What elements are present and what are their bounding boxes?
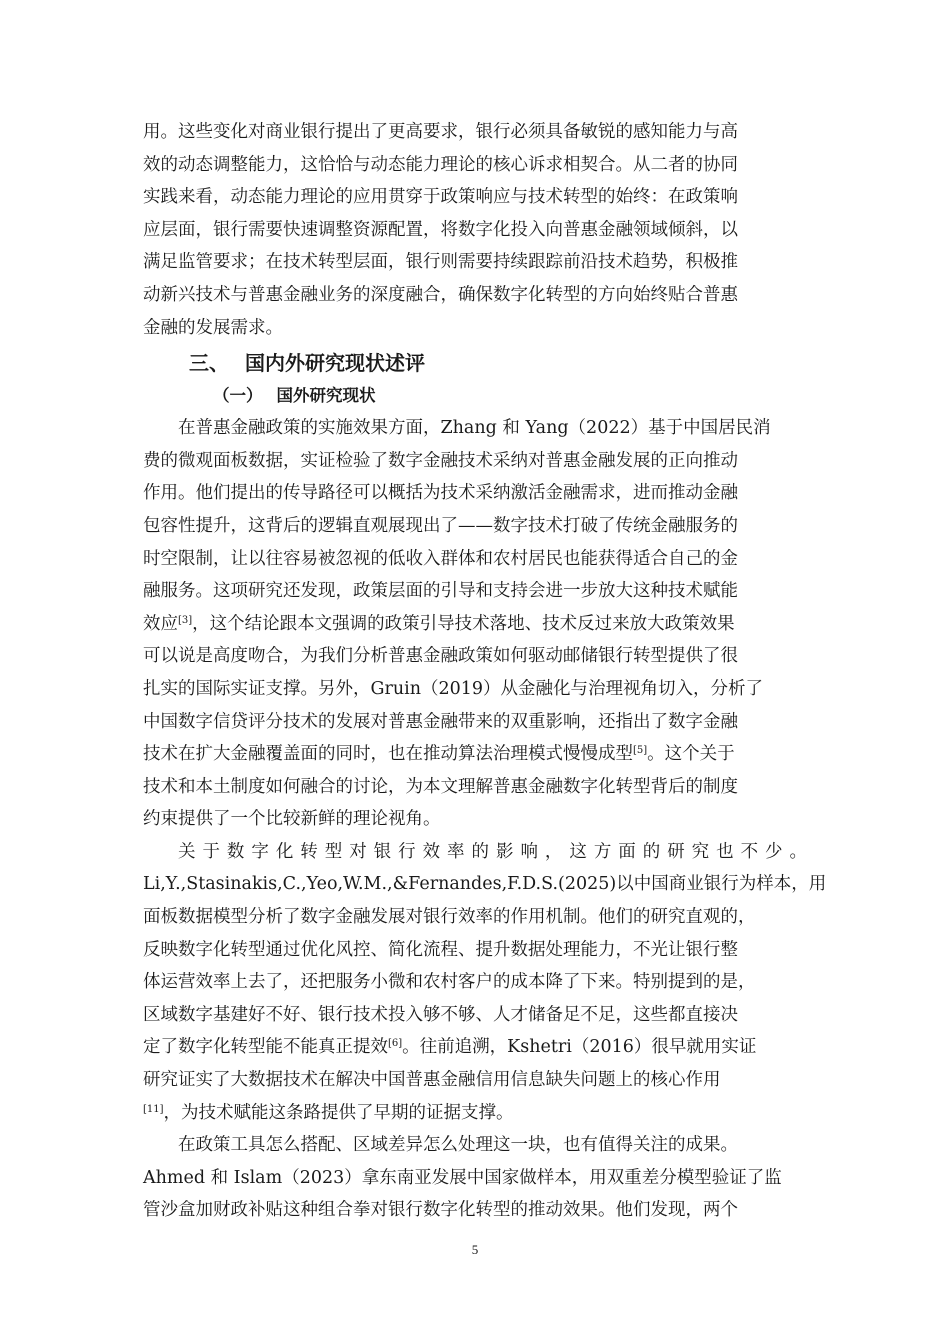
page-body: [143, 116, 827, 1227]
body-paragraph-3: [143, 1129, 807, 1227]
section-number: 三、: [189, 351, 229, 376]
text-line: 效的动态调整能力，这恰恰与动态能力理论的核心诉求相契合。从二者的协同: [143, 154, 738, 175]
text-line: 在普惠金融政策的实施效果方面，Zhang 和 Yang（2022）基于中国居民消: [178, 418, 771, 439]
text-line: 区域数字基建好不好、银行技术投入够不够、人才储备足不足，这些都直接决: [143, 1004, 738, 1025]
text-line: [143, 1097, 807, 1130]
text-line: 应层面，银行需要快速调整资源配置，将数字化投入向普惠金融领域倾斜，以: [143, 219, 738, 240]
text-line: 体运营效率上去了，还把服务小微和农村客户的成本降了下来。特别提到的是，: [143, 972, 756, 993]
text-line: Li,Y.,Stasinakis,C.,Yeo,W.M.,&Fernandes,F.D.S.(2025)以中国商业银行为样本，用: [143, 874, 827, 895]
text-line: 用。这些变化对商业银行提出了更高要求，银行必须具备敏锐的感知能力与高: [143, 122, 738, 142]
text-line: 可以说是高度吻合，为我们分析普惠金融政策如何驱动邮储银行转型提供了很: [143, 646, 738, 667]
text-line: 包容性提升，这背后的逻辑直观展现出了——数字技术打破了传统金融服务的: [143, 515, 738, 536]
text-line: 关于数字化转型对银行效率的影响，这方面的研究也不少。: [178, 841, 807, 862]
body-paragraph-1: [143, 412, 807, 836]
citation-ref: [3]: [178, 614, 193, 626]
text-segment: 。这个关于: [647, 744, 735, 765]
text-line: 研究证实了大数据技术在解决中国普惠金融信用信息缺失问题上的核心作用: [143, 1070, 721, 1091]
text-line: 动新兴技术与普惠金融业务的深度融合，确保数字化转型的方向始终贴合普惠: [143, 284, 738, 305]
text-segment: ，为技术赋能这条路提供了早期的证据支撑。: [163, 1102, 514, 1123]
citation-ref: [5]: [633, 745, 648, 757]
text-line: 扎实的国际实证支撑。另外，Gruin（2019）从金融化与治理视角切入，分析了: [143, 678, 764, 699]
text-line: [143, 738, 807, 771]
text-segment: 。往前追溯，Kshetri（2016）很早就用实证: [402, 1037, 757, 1058]
text-line: 中国数字信贷评分技术的发展对普惠金融带来的双重影响，还指出了数字金融: [143, 711, 738, 732]
text-segment: 技术在扩大金融覆盖面的同时，也在推动算法治理模式慢慢成型: [143, 744, 633, 765]
text-line: 融服务。这项研究还发现，政策层面的引导和支持会进一步放大这种技术赋能: [143, 581, 738, 602]
subsection-heading: [143, 380, 807, 412]
text-line: 费的微观面板数据，实证检验了数字金融技术采纳对普惠金融发展的正向推动: [143, 450, 738, 471]
text-line: 技术和本土制度如何融合的讨论，为本文理解普惠金融数字化转型背后的制度: [143, 776, 738, 797]
citation-ref: [11]: [143, 1103, 164, 1115]
text-line: 金融的发展需求。: [143, 317, 283, 338]
text-segment: ，这个结论跟本文强调的政策引导技术落地、技术反过来放大政策效果: [192, 613, 735, 634]
text-line: [143, 608, 807, 641]
section-title: 国内外研究现状述评: [245, 351, 425, 376]
intro-paragraph: [143, 116, 807, 344]
text-line: 管沙盒加财政补贴这种组合拳对银行数字化转型的推动效果。他们发现，两个: [143, 1200, 738, 1221]
text-line: 约束提供了一个比较新鲜的理论视角。: [143, 809, 441, 830]
section-heading: [143, 346, 807, 380]
text-line: Ahmed 和 Islam（2023）拿东南亚发展中国家做样本，用双重差分模型验证了监: [143, 1167, 782, 1188]
text-segment: 定了数字化转型能不能真正提效: [143, 1037, 388, 1058]
body-paragraph-2: [143, 836, 827, 1129]
citation-ref: [6]: [388, 1038, 403, 1050]
text-line: 反映数字化转型通过优化风控、简化流程、提升数据处理能力，不光让银行整: [143, 939, 738, 960]
text-line: 时空限制，让以往容易被忽视的低收入群体和农村居民也能获得适合自己的金: [143, 548, 738, 569]
text-segment: 效应: [143, 613, 178, 634]
subsection-title: 国外研究现状: [276, 386, 376, 406]
text-line: 作用。他们提出的传导路径可以概括为技术采纳激活金融需求，进而推动金融: [143, 483, 738, 504]
text-line: 满足监管要求；在技术转型层面，银行则需要持续跟踪前沿技术趋势，积极推: [143, 252, 738, 273]
text-line: 在政策工具怎么搭配、区域差异怎么处理这一块，也有值得关注的成果。: [178, 1135, 738, 1156]
text-line: 实践来看，动态能力理论的应用贯穿于政策响应与技术转型的始终：在政策响: [143, 187, 738, 208]
text-line: [143, 1031, 807, 1064]
page-number: 5: [471, 1242, 479, 1257]
subsection-number: （一）: [213, 386, 263, 406]
text-line: 面板数据模型分析了数字金融发展对银行效率的作用机制。他们的研究直观的，: [143, 907, 756, 928]
